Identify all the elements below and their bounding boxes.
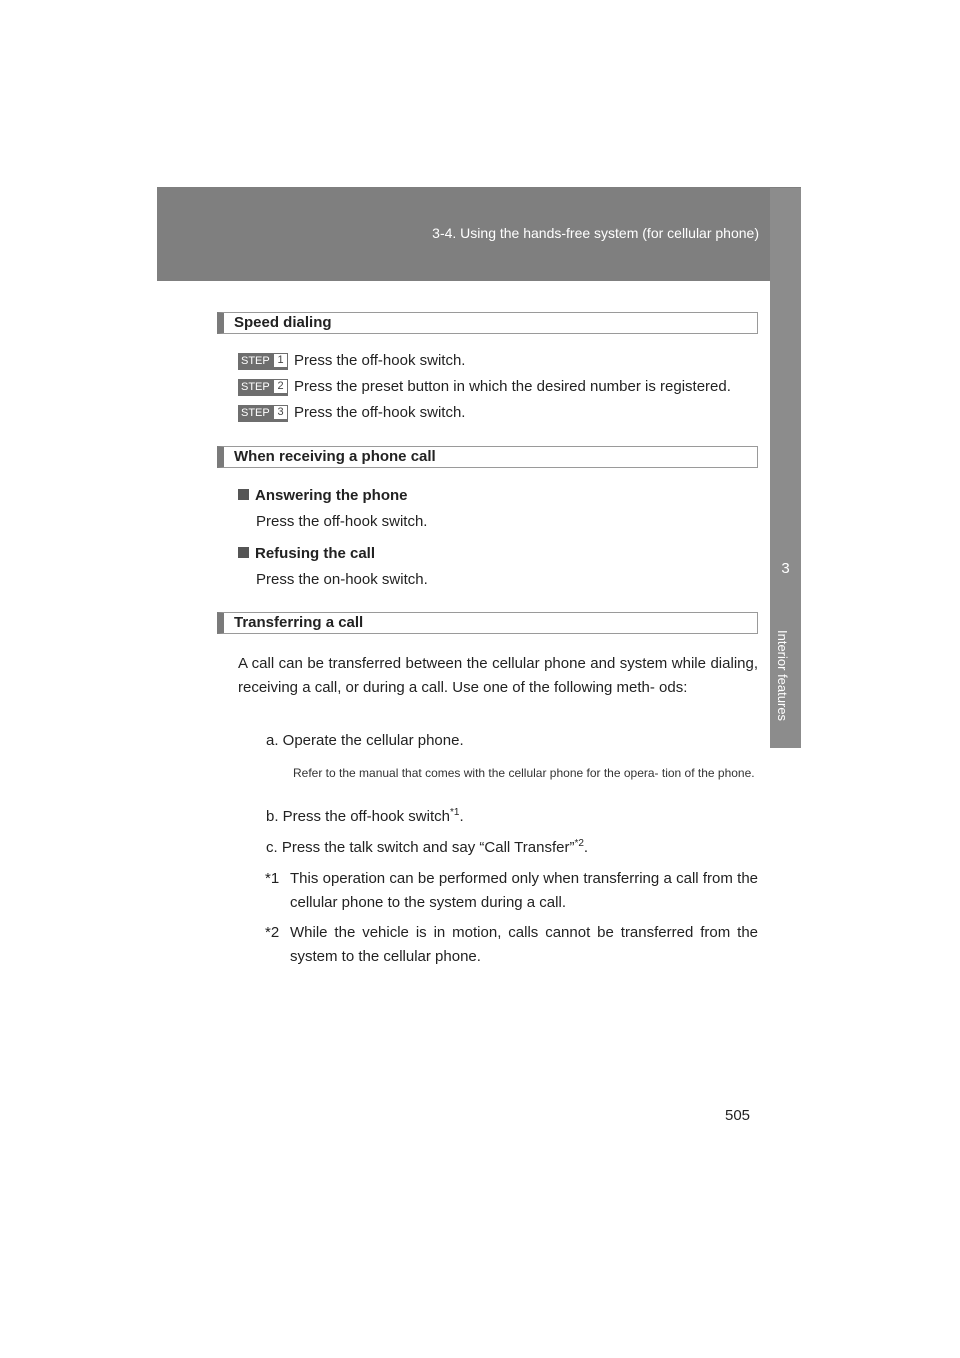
page-number: 505 [725,1107,751,1124]
section-heading-transferring [217,612,758,634]
side-chapter-number: 3 [781,560,790,577]
chapter-header-bar [157,187,801,281]
step-badge: STEP 2 [238,379,288,396]
step-badge: STEP 3 [238,405,288,422]
footnote-1: *1 This operation can be performed only when transferring a call from the cellular phone to the system during a call. [265,867,758,915]
square-bullet-icon [238,489,249,500]
footnote-mark: *2 [265,924,280,941]
section-title: Speed dialing [234,314,332,331]
subheading-refusing: Refusing the call [238,545,375,562]
footnote-2: *2 While the vehicle is in motion, calls cannot be transferred from the system to the cellular phone. [265,921,758,969]
item-b: b. Press the off-hook switch$^{*1}$. [266,807,464,825]
step-text: Press the off-hook switch. [294,352,466,369]
item-c: c. Press the talk switch and say “Call Transfer”$^{*2}$. [266,838,589,856]
square-bullet-icon [238,547,249,558]
refusing-text: Press the on-hook switch. [256,571,428,588]
footnote-ref-1: *1 [449,807,460,818]
step-badge: STEP 1 [238,353,288,370]
step-1 [238,352,465,370]
step-text: Press the off-hook switch. [294,404,466,421]
footnote-mark: *1 [265,870,280,887]
section-heading-receiving [217,446,758,468]
chapter-header-title: 3-4. Using the hands-free system (for cellular phone) [432,225,759,241]
answering-text: Press the off-hook switch. [256,513,428,530]
section-heading-speed-dialing [217,312,758,334]
item-a-note: Refer to the manual that comes with the cellular phone for the opera- tion of the phone. [293,766,755,780]
subheading-answering: Answering the phone [238,487,408,504]
side-chapter-label: Interior features [775,630,790,722]
step-2 [238,378,731,396]
transfer-intro: A call can be transferred between the cellular phone and system while dialing, receiving a call, or during a call. Use one of the following meth- ods: [238,655,758,696]
item-a: a. Operate the cellular phone. [266,732,464,749]
section-title: When receiving a phone call [234,448,436,465]
step-3 [238,404,465,422]
section-title: Transferring a call [234,614,364,631]
step-text: Press the preset button in which the desired number is registered. [294,378,731,395]
footnote-ref-2: *2 [574,838,584,849]
